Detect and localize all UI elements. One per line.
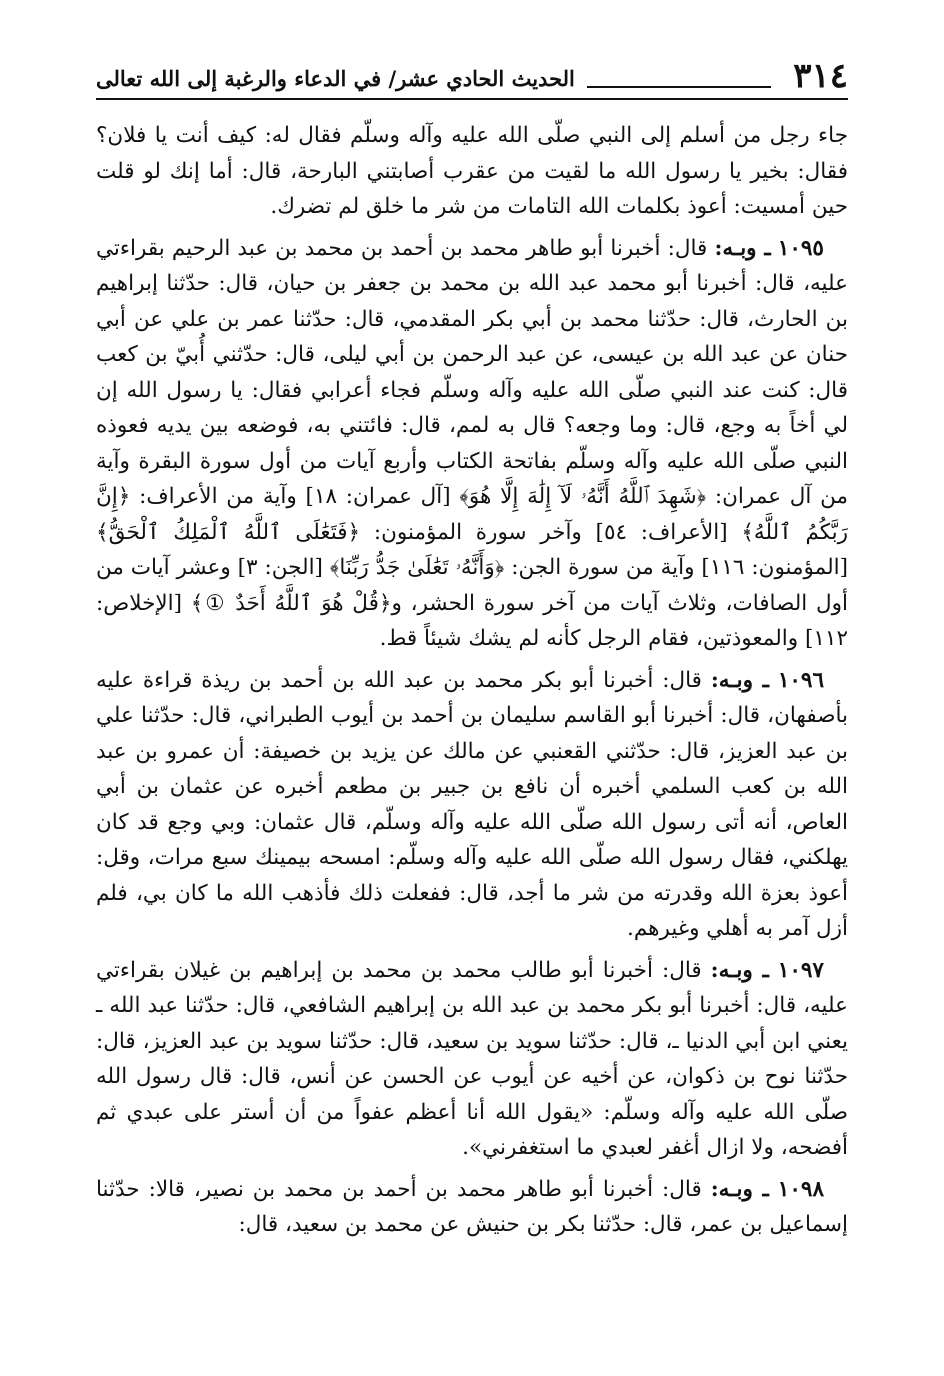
header-rule <box>587 86 771 88</box>
paragraph-text: قال: أخبرنا أبو طاهر محمد بن أحمد بن محمد بن نصير، قالا: حدّثنا إسماعيل بن عمر، قال: حدّثنا بكر بن حنيش عن محمد بن سعيد، قال: <box>96 1176 848 1237</box>
paragraph-text: قال: أخبرنا أبو طاهر محمد بن أحمد بن محمد بن عبد الرحيم بقراءتي عليه، قال: أخبرنا أبو محمد عبد الله بن محمد بن جعفر بن حيان، قال: حدّثنا إبراهيم بن الحارث، قال: حدّثنا محمد بن أبي بكر المقدمي، قال: حدّثنا عمر بن علي عن أبي حنان عن عبد الله بن عيسى، عن عبد الرحمن بن أبي ليلى، قال: حدّثني أُبيّ بن كعب قال: كنت عند النبي صلّى الله عليه وآله وسلّم فجاء أعرابي فقال: يا رسول الله إن لي أخاً به وجع، قال: وما وجعه؟ قال به لمم، قال: فائتني به، فوضعه بين يديه فعوذه النبي صلّى الله عليه وآله وسلّم بفاتحة الكتاب وأربع آيات من أول سورة البقرة وآية من آل عمران: ﴿شَهِدَ ٱللَّهُ أَنَّهُۥ لَآ إِلَٰهَ إِلَّا هُوَ﴾ [آل عمران: ١٨] وآية من الأعراف: ﴿إِنَّ رَبَّكُمُ ٱللَّهُ﴾ [الأعراف: ٥٤] وآخر سورة المؤمنون: ﴿فَتَعَٰلَى ٱللَّهُ ٱلْمَلِكُ ٱلْحَقُّ﴾ [المؤمنون: ١١٦] وآية من سورة الجن: ﴿وَأَنَّهُۥ تَعَٰلَىٰ جَدُّ رَبِّنَا﴾ [الجن: ٣] وعشر آيات من أول الصافات، وثلاث آيات من آخر سورة الحشر، و﴿قُلْ هُوَ ٱللَّهُ أَحَدٌ ①﴾ [الإخلاص: ١١٢] والمعوذتين، فقام الرجل كأنه لم يشك شيئاً قط. <box>96 235 848 651</box>
hadith-marker: ـ وبـه: <box>710 667 769 693</box>
hadith-marker: ـ وبـه: <box>710 1176 769 1202</box>
hadith-number: ١٠٩٨ <box>777 1176 824 1202</box>
hadith-1096 <box>96 663 848 947</box>
hadith-number: ١٠٩٥ <box>777 235 824 261</box>
paragraph-text: قال: أخبرنا أبو طالب محمد بن محمد بن إبراهيم بن غيلان بقراءتي عليه، قال: أخبرنا أبو بكر محمد بن عبد الله بن إبراهيم الشافعي، قال: حدّثنا عبد الله ـ يعني ابن أبي الدنيا ـ، قال: حدّثنا سويد بن سعيد، قال: حدّثنا سويد بن عبد العزيز، قال: حدّثنا نوح بن ذكوان، عن أخيه عن أيوب عن الحسن عن أنس، قال: قال رسول الله صلّى الله عليه وآله وسلّم: «يقول الله أنا أعظم عفواً من أن أستر على عبدي ثم أفضحه، ولا ازال أغفر لعبدي ما استغفرني». <box>96 957 848 1160</box>
page-body <box>96 118 848 1249</box>
page-header <box>96 52 848 100</box>
hadith-marker: ـ وبـه: <box>714 235 771 261</box>
running-title: الحديث الحادي عشر/ في الدعاء والرغبة إلى الله تعالى <box>96 66 575 91</box>
paragraph-continuation <box>96 118 848 225</box>
hadith-marker: ـ وبـه: <box>710 957 769 983</box>
page-number: ٣١٤ <box>793 56 848 96</box>
hadith-number: ١٠٩٦ <box>777 667 825 693</box>
paragraph-text: قال: أخبرنا أبو بكر محمد بن عبد الله بن أحمد بن ريذة قراءة عليه بأصفهان، قال: أخبرنا أبو القاسم سليمان بن أحمد بن أيوب الطبراني، قال: حدّثنا علي بن عبد العزيز، قال: حدّثني القعنبي عن مالك عن يزيد بن خصيفة: أن عمرو بن عبد الله بن كعب السلمي أخبره أن نافع بن جبير بن مطعم أخبره عن عثمان بن أبي العاص، أنه أتى رسول الله صلّى الله عليه وآله وسلّم، قال عثمان: وبي وجع قد كان يهلكني، فقال رسول الله صلّى الله عليه وآله وسلّم: امسحه بيمينك سبع مرات، وقل: أعوذ بعزة الله وقدرته من شر ما أجد، قال: ففعلت ذلك فأذهب الله ما كان بي، فلم أزل آمر به أهلي وغيرهم. <box>96 667 848 941</box>
hadith-1097 <box>96 953 848 1166</box>
hadith-number: ١٠٩٧ <box>777 957 824 983</box>
hadith-1095 <box>96 231 848 657</box>
paragraph-text: جاء رجل من أسلم إلى النبي صلّى الله عليه وآله وسلّم فقال له: كيف أنت يا فلان؟ فقال: بخير يا رسول الله ما لقيت من عقرب أصابتني البارحة، قال: أما إنك لو قلت حين أمسيت: أعوذ بكلمات الله التامات من شر ما خلق لم تضرك. <box>96 123 848 219</box>
hadith-1098 <box>96 1172 848 1243</box>
